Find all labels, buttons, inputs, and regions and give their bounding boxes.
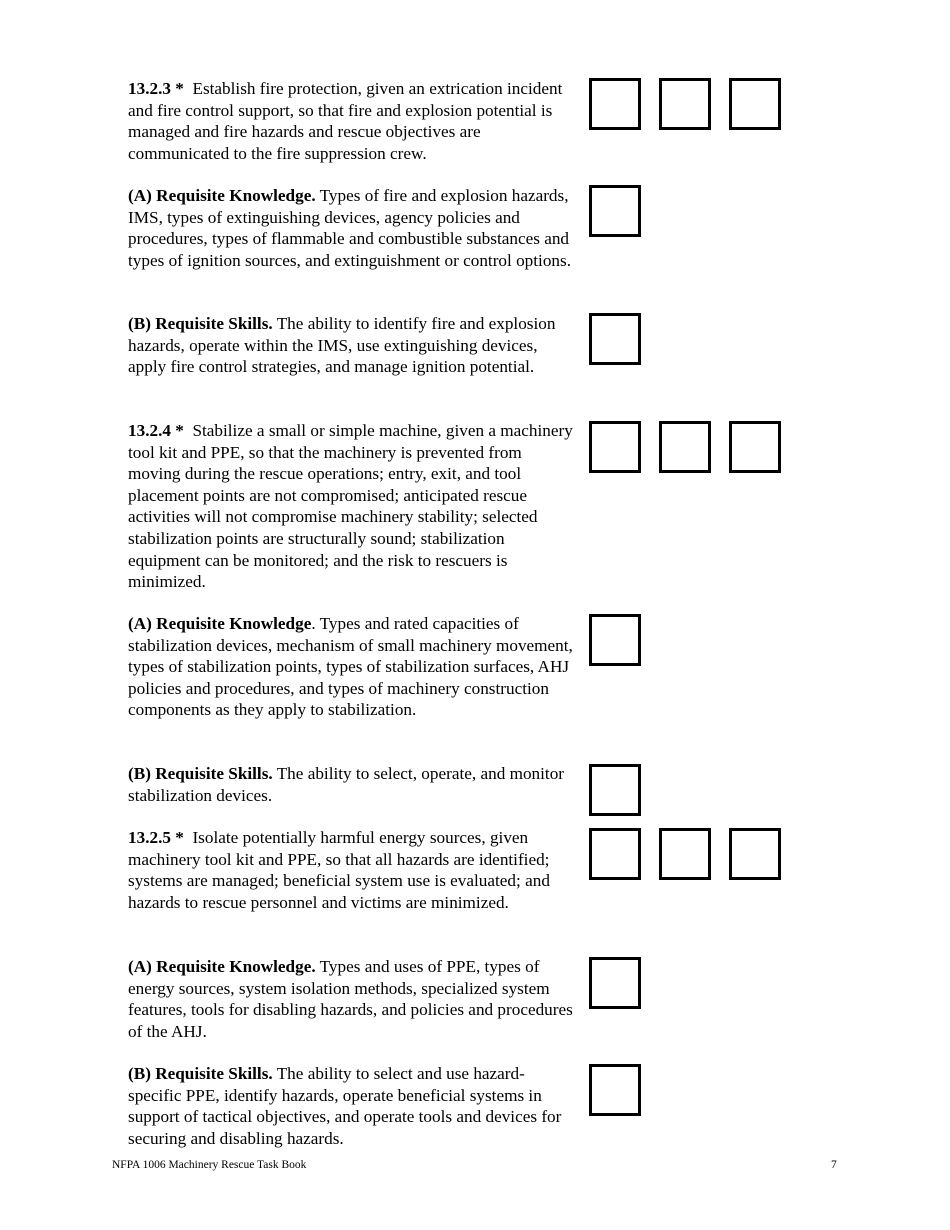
section-13-2-4 — [128, 420, 576, 593]
section-text: Stabilize a small or simple machine, given a machinery tool kit and PPE, so that the machinery is prevented from moving during the rescue operations; entry, exit, and tool placement points are not compromised; anticipated rescue activities will not compromise machinery stability; selected stabilization points are structurally sound; stabilization equipment can be monitored; and the risk to rescuers is minimized. — [128, 421, 573, 592]
section-13-2-5-skills — [128, 1063, 576, 1149]
section-paragraph — [128, 956, 576, 1042]
section-label: (A) Requisite Knowledge. — [128, 957, 316, 976]
section-text: Isolate potentially harmful energy sources, given machinery tool kit and PPE, so that all hazards are identified; systems are managed; beneficial system use is evaluated; and hazards to rescue personnel and victims are minimized. — [128, 828, 550, 912]
section-label: 13.2.3 * — [128, 79, 184, 98]
footer-title: NFPA 1006 Machinery Rescue Task Book — [112, 1159, 307, 1171]
section-paragraph — [128, 763, 576, 806]
section-13-2-5-knowledge — [128, 956, 576, 1042]
section-text: The ability to select, operate, and monitor stabilization devices. — [128, 764, 565, 805]
signoff-box[interactable] — [659, 421, 711, 473]
signoff-box[interactable] — [729, 421, 781, 473]
signoff-box[interactable] — [589, 78, 641, 130]
section-paragraph — [128, 613, 576, 721]
section-text: Types and uses of PPE, types of energy sources, system isolation methods, specialized system features, tools for disabling hazards, and policies and procedures of the AHJ. — [128, 957, 573, 1041]
section-text: The ability to select and use hazard-specific PPE, identify hazards, operate beneficial systems in support of tactical objectives, and operate tools and devices for securing and disabling hazards. — [128, 1064, 562, 1148]
signoff-box[interactable] — [589, 828, 641, 880]
section-paragraph — [128, 827, 576, 913]
section-13-2-5 — [128, 827, 576, 913]
signoff-box[interactable] — [589, 614, 641, 666]
section-label: (B) Requisite Skills. — [128, 314, 273, 333]
section-13-2-3 — [128, 78, 576, 164]
section-label: (B) Requisite Skills. — [128, 1064, 273, 1083]
section-13-2-4-skills — [128, 763, 576, 806]
page-number: 7 — [831, 1159, 837, 1171]
section-13-2-3-skills — [128, 313, 576, 378]
section-paragraph — [128, 313, 576, 378]
signoff-box[interactable] — [589, 764, 641, 816]
section-paragraph — [128, 78, 576, 164]
section-label: (B) Requisite Skills. — [128, 764, 273, 783]
section-paragraph — [128, 1063, 576, 1149]
signoff-box[interactable] — [659, 828, 711, 880]
section-13-2-4-knowledge — [128, 613, 576, 721]
section-label: (A) Requisite Knowledge. — [128, 186, 316, 205]
section-label: 13.2.4 * — [128, 421, 184, 440]
section-label: (A) Requisite Knowledge — [128, 614, 312, 633]
signoff-box[interactable] — [589, 313, 641, 365]
section-13-2-3-knowledge — [128, 185, 576, 271]
signoff-box[interactable] — [729, 828, 781, 880]
signoff-box[interactable] — [659, 78, 711, 130]
section-text: The ability to identify fire and explosion hazards, operate within the IMS, use extinguishing devices, apply fire control strategies, and manage ignition potential. — [128, 314, 556, 377]
section-paragraph — [128, 420, 576, 593]
section-label: 13.2.5 * — [128, 828, 184, 847]
signoff-box[interactable] — [589, 185, 641, 237]
signoff-box[interactable] — [589, 1064, 641, 1116]
section-text: . Types and rated capacities of stabilization devices, mechanism of small machinery movement, types of stabilization points, types of stabilization surfaces, AHJ policies and procedures, and types of machinery construction components as they apply to stabilization. — [128, 614, 573, 720]
section-text: Establish fire protection, given an extrication incident and fire control support, so that fire and explosion potential is managed and fire hazards and rescue objectives are communicated to the fire suppression crew. — [128, 79, 563, 163]
signoff-box[interactable] — [729, 78, 781, 130]
signoff-box[interactable] — [589, 957, 641, 1009]
section-text: Types of fire and explosion hazards, IMS, types of extinguishing devices, agency policies and procedures, types of flammable and combustible substances and types of ignition sources, and extinguishment or control options. — [128, 186, 571, 270]
section-paragraph — [128, 185, 576, 271]
signoff-box[interactable] — [589, 421, 641, 473]
